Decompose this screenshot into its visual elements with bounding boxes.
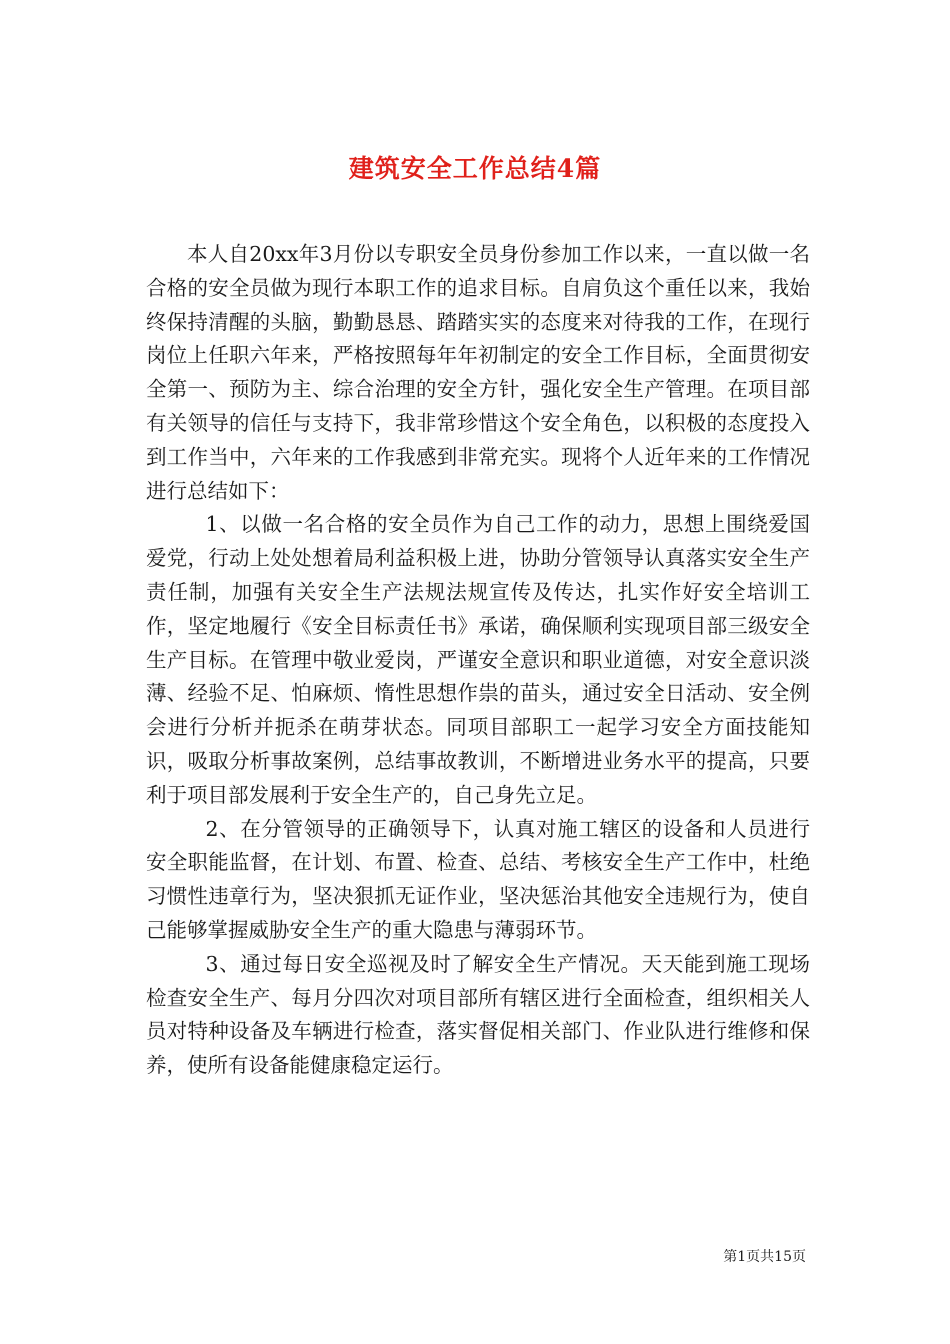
paragraph-item-1: 1、以做一名合格的安全员作为自己工作的动力，思想上围绕爱国爱党，行动上处处想着局利益积极上进，协助分管领导认真落实安全生产责任制，加强有关安全生产法规法规宣传及传达，扎实作好安全培训工作，坚定地履行《安全目标责任书》承诺，确保顺利实现项目部三级安全生产目标。在管理中敬业爱岗，严谨安全意识和职业道德，对安全意识淡薄、经验不足、怕麻烦、惰性思想作祟的苗头，通过安全日活动、安全例会进行分析并扼杀在萌芽状态。同项目部职工一起学习安全方面技能知识，吸取分析事故案例，总结事故教训，不断增进业务水平的提高，只要利于项目部发展利于安全生产的，自己身先立足。 <box>146 512 810 807</box>
page-number-footer: 第1页共15页 <box>723 1249 806 1265</box>
document-body <box>146 238 810 1083</box>
paragraph-item-3: 3、通过每日安全巡视及时了解安全生产情况。天天能到施工现场检查安全生产、每月分四次对项目部所有辖区进行全面检查，组织相关人员对特种设备及车辆进行检查，落实督促相关部门、作业队进行维修和保养，使所有设备能健康稳定运行。 <box>146 951 810 1078</box>
document-title: 建筑安全工作总结4篇 <box>348 153 602 183</box>
paragraph-item-2: 2、在分管领导的正确领导下，认真对施工辖区的设备和人员进行安全职能监督，在计划、布置、检查、总结、考核安全生产工作中，杜绝习惯性违章行为，坚决狠抓无证作业，坚决惩治其他安全违规行为，使自己能够掌握威胁安全生产的重大隐患与薄弱环节。 <box>146 816 810 942</box>
paragraph-intro: 本人自20xx年3月份以专职安全员身份参加工作以来，一直以做一名合格的安全员做为现行本职工作的追求目标。自肩负这个重任以来，我始终保持清醒的头脑，勤勤恳恳、踏踏实实的态度来对待我的工作，在现行岗位上任职六年来，严格按照每年年初制定的安全工作目标，全面贯彻安全第一、预防为主、综合治理的安全方针，强化安全生产管理。在项目部有关领导的信任与支持下，我非常珍惜这个安全角色，以积极的态度投入到工作当中，六年来的工作我感到非常充实。现将个人近年来的工作情况进行总结如下： <box>146 242 810 503</box>
